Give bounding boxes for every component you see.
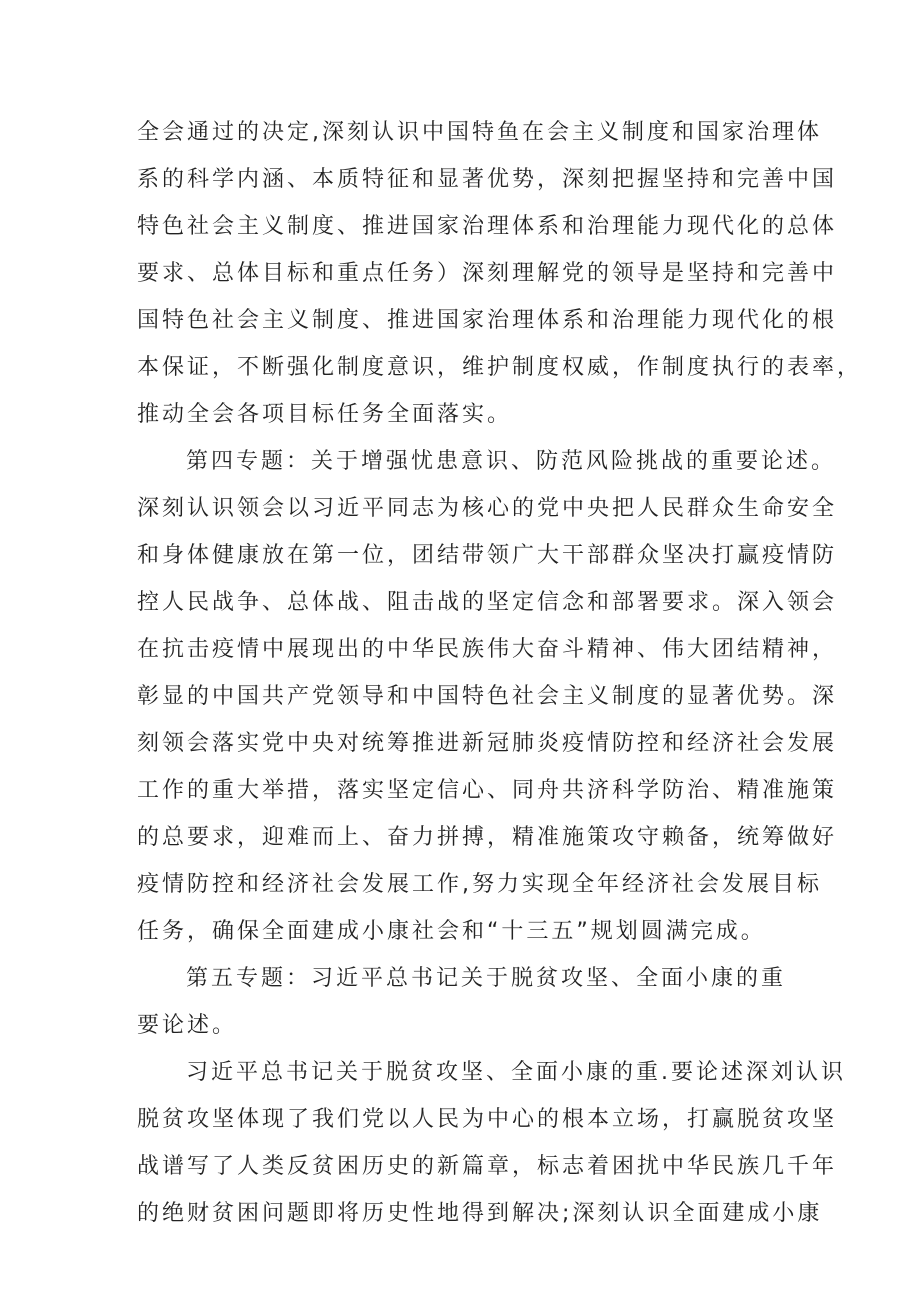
text-line-5: 国特色社会主义制度、推进国家治理体系和治理能力现代化的根 bbox=[137, 308, 838, 333]
text-line-9: 深刻认识领会以习近平同志为核心的党中央把人民群众生命安全 bbox=[137, 496, 838, 521]
text-line-7: 推动全会各项目标任务全面落实。 bbox=[137, 402, 513, 427]
text-line-16: 的总要求，迎难而上、奋力拼搏，精准施策攻守赖备，统筹做好 bbox=[137, 825, 838, 850]
heading-section-5: 第五专题：习近平总书记关于脱贫攻坚、全面小康的重 bbox=[186, 966, 787, 991]
text-line-4: 要求、总体目标和重点任务）深刻理解党的领导是坚持和完善中 bbox=[137, 261, 838, 286]
text-line-22: 脱贫攻坚体现了我们党以人民为中心的根本立场，打赢脱贫攻坚 bbox=[137, 1107, 838, 1132]
paragraph-start: 习近平总书记关于脱贫攻坚、全面小康的重.要论述深刘认识 bbox=[186, 1060, 846, 1085]
text-line-12: 在抗击疫情中展现出的中华民族伟大奋斗精神、伟大团结精神， bbox=[137, 637, 838, 662]
text-line-24: 的绝财贫困问题即将历史性地得到解决;深刻认识全面建成小康 bbox=[137, 1201, 823, 1226]
text-line-3: 特色社会主义制度、推进国家治理体系和治理能力现代化的总体 bbox=[137, 214, 838, 239]
text-line-18: 任务，确保全面建成小康社会和“十三五”规划圆满完成。 bbox=[137, 919, 766, 944]
text-line-1: 全会通过的决定,深刻认识中国特鱼在会主义制度和国家治理体 bbox=[137, 120, 822, 145]
text-line-10: 和身体健康放在第一位，团结带领广大干部群众坚决打赢疫情防 bbox=[137, 543, 838, 568]
text-line-17: 疫情防控和经济社会发展工作,努力实现全年经济社会发展目标 bbox=[137, 872, 822, 897]
text-line-11: 控人民战争、总体战、阻击战的坚定信念和部署要求。深入领会 bbox=[137, 590, 838, 615]
text-line-20: 要论述。 bbox=[137, 1013, 238, 1038]
text-line-6: 本保证，不断强化制度意识，维护制度权威，作制度执行的表率， bbox=[137, 355, 863, 380]
text-line-15: 工作的重大举措，落实坚定信心、同舟共济科学防治、精准施策 bbox=[137, 778, 838, 803]
text-line-2: 系的科学内涵、本质特征和显著优势，深刻把握坚持和完善中国 bbox=[137, 167, 838, 192]
text-line-14: 刻领会落实党中央对统筹推进新冠肺炎疫情防控和经济社会发展 bbox=[137, 731, 838, 756]
text-line-13: 彰显的中国共产党领导和中国特色社会主义制度的显著优势。深 bbox=[137, 684, 838, 709]
text-line-23: 战谱写了人类反贫困历史的新篇章，标志着困扰中华民族几千年 bbox=[137, 1154, 838, 1179]
heading-section-4: 第四专题：关于增强忧患意识、防范风险挑战的重要论述。 bbox=[186, 449, 837, 474]
